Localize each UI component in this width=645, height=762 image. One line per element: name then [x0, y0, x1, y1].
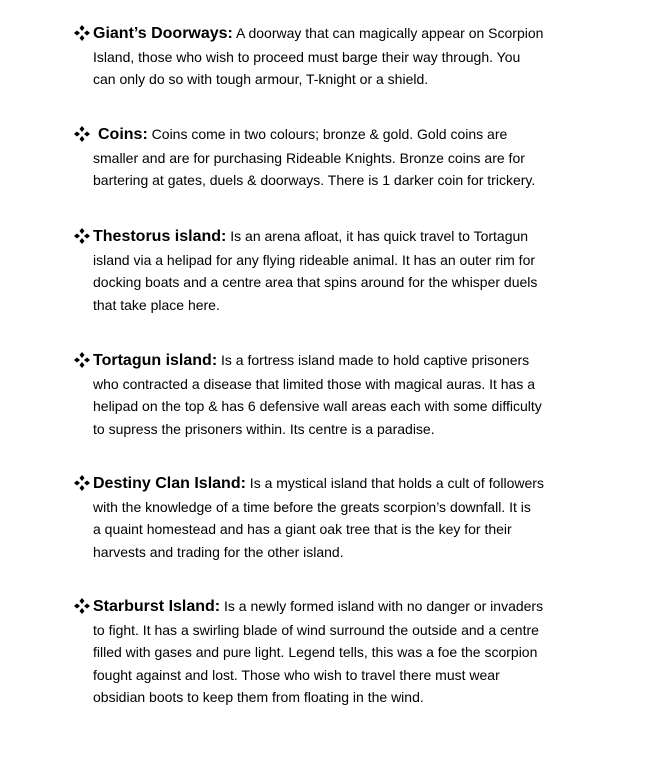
diamond-bullet-icon [74, 598, 90, 614]
entry-line: harvests and trading for the other island. [93, 543, 344, 560]
entry-destiny-clan-island [74, 472, 586, 563]
diamond-bullet-icon [74, 126, 90, 142]
entry-term: Thestorus island: [93, 228, 227, 245]
entry-giants-doorways [74, 22, 586, 91]
entry-tortagun-island [74, 349, 586, 440]
entry-line: bartering at gates, duels & doorways. There is 1 darker coin for trickery. [93, 172, 536, 188]
entry-line: who contracted a disease that limited those with magical auras. It has a [93, 375, 536, 392]
diamond-bullet-icon [74, 25, 90, 41]
entry-line: Coins come in two colours; bronze & gold. Gold coins are [147, 126, 508, 142]
entry-line: to supress the prisoners within. Its centre is a paradise. [93, 420, 435, 437]
entry-line: that take place here. [93, 296, 220, 313]
diamond-bullet-icon [74, 475, 90, 491]
entry-coins [74, 123, 586, 192]
entry-line: can only do so with tough armour, T-knight or a shield. [93, 71, 429, 87]
entry-line: docking boats and a centre area that spins around for the whisper duels [93, 274, 538, 290]
entry-line: Island, those who wish to proceed must barge their way through. You [93, 48, 521, 65]
entry-line: helipad on the top & has 6 defensive wall areas each with some difficulty [93, 398, 542, 414]
entry-line: Is a newly formed island with no danger or invaders [220, 598, 544, 614]
entry-term: Destiny Clan Island: [93, 475, 246, 492]
entry-term: Coins: [98, 126, 148, 143]
entry-line: fought against and lost. Those who wish to travel there must wear [93, 666, 500, 683]
entry-line: a quaint homestead and has a giant oak tree that is the key for their [93, 521, 512, 537]
diamond-bullet-icon [74, 228, 90, 244]
diamond-bullet-icon [74, 352, 90, 368]
entry-line: Is a fortress island made to hold captive prisoners [217, 352, 530, 368]
entry-line: filled with gases and pure light. Legend tells, this was a foe the scorpion [93, 644, 538, 660]
entry-term: Tortagun island: [93, 352, 218, 369]
entry-line: Is a mystical island that holds a cult of followers [245, 475, 544, 491]
entry-line: obsidian boots to keep them from floating in the wind. [93, 689, 424, 705]
entry-line: with the knowledge of a time before the greats scorpion’s downfall. It is [93, 498, 531, 515]
entry-term: Giant’s Doorways: [93, 25, 233, 42]
entry-line: to fight. It has a swirling blade of wind surround the outside and a centre [93, 621, 539, 638]
entry-line: island via a helipad for any flying rideable animal. It has an outer rim for [93, 251, 536, 268]
entry-term: Starburst Island: [93, 598, 221, 615]
entry-line: A doorway that can magically appear on Scorpion [232, 25, 544, 41]
entry-starburst-island [74, 595, 586, 709]
entry-thestorus-island [74, 225, 586, 316]
entry-line: Is an arena afloat, it has quick travel to Tortagun [226, 228, 529, 244]
entry-line: smaller and are for purchasing Rideable Knights. Bronze coins are for [93, 149, 525, 166]
